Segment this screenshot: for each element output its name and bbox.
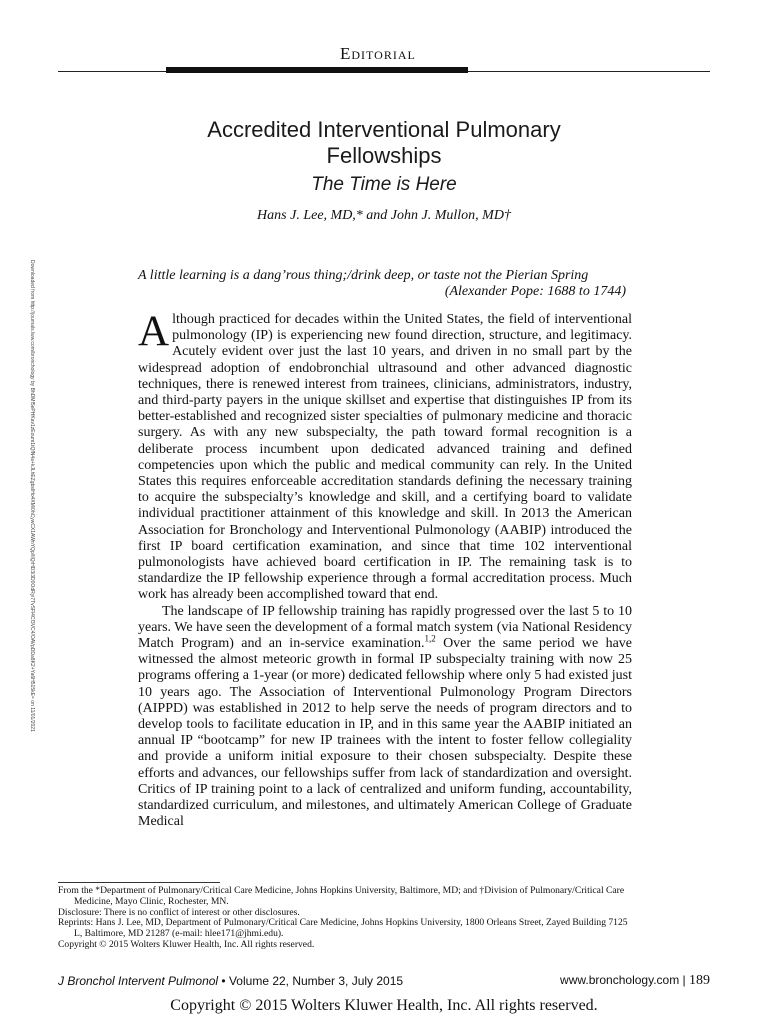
footnotes [58, 886, 712, 951]
footer-page [560, 973, 710, 989]
body-paragraph-2-text-b: Over the same period we have witnessed the almost meteoric growth in formal IP subspecialty training with now 25 programs offering a 1-year (or more) dedicated fellowship where only 5 had existed just 10 years ago. The Association of Interventional Pulmonology Program Directors (AIPPD) was established in 2012 to help serve the needs of program directors and to develop tools to facilitate education in IP, and in this same year the AABIP initiated an annual IP “bootcamp” for new IP trainees with the intent to foster fellow collegiality and provide a uniform initial exposure to their chosen subspecialty. Despite these efforts and advances, our fellowships suffer from lack of standardization and oversight. Critics of IP training point to a lack of centralized and uniform funding, accountability, standardized curriculum, and milestones, and ultimately American College of Graduate Medical [138, 636, 632, 830]
download-watermark [25, 260, 39, 740]
page-number: 189 [689, 973, 710, 988]
header-rule-thick [166, 67, 468, 73]
epigraph-quote: A little learning is a dang’rous thing;/drink deep, or taste not the Pierian Spring [138, 268, 589, 283]
copyright-banner: Copyright © 2015 Wolters Kluwer Health, Inc. All rights reserved. [170, 997, 598, 1014]
drop-cap: A [138, 308, 170, 355]
article-subtitle: The Time is Here [311, 174, 457, 195]
footnote-rule [58, 882, 220, 883]
body-paragraph-2 [138, 604, 632, 831]
article-title-line1: Accredited Interventional Pulmonary [207, 117, 561, 142]
footnote-disclosure: Disclosure: There is no conflict of interest or other disclosures. [58, 906, 300, 918]
footnote-affiliation-cont: Medicine, Mayo Clinic, Rochester, MN. [74, 895, 229, 907]
footnote-reprints-cont: L, Baltimore, MD 21287 (e-mail: hlee171@jhmi.edu). [74, 928, 284, 940]
section-label: Editorial [340, 44, 416, 63]
journal-website-link[interactable]: www.bronchology.com [560, 973, 680, 987]
footnote-affiliation: From the *Department of Pulmonary/Critical Care Medicine, Johns Hopkins University, Baltimore, MD; and †Division of Pulmonary/Critical Care [58, 885, 625, 896]
epigraph-attribution: (Alexander Pope: 1688 to 1744) [444, 284, 626, 299]
footnote-reprints: Reprints: Hans J. Lee, MD, Department of Pulmonary/Critical Care Medicine, Johns Hopkins University, 1800 Orleans Street, Zayed Building 7125 [58, 917, 628, 929]
footer-separator: | [679, 973, 689, 987]
download-watermark-text: Downloaded from http://journals.lww.com/bronchology by BhDMf5ePHKav1zEoum1tQfN4a+kJLhEZgbsIHo4XMi0hCywCX1AWnYQp/IlQrHD3i3D0OdRyi7TvSFl4Cf3VC4/OAVpDDa8K2+Ya6H515kE= on 11/01/2021 [29, 260, 35, 732]
epigraph [138, 268, 630, 300]
journal-name: J Bronchol Intervent Pulmonol [58, 974, 219, 988]
citation-ref[interactable]: 1,2 [424, 633, 436, 644]
body-paragraph-2-text-a: The landscape of IP fellowship training has rapidly progressed over the last 5 to 10 years. We have seen the development of a formal match system (via National Residency Match Program) and an in-service examination. [138, 603, 632, 652]
body-paragraph-1 [138, 308, 632, 604]
body-paragraph-1-text: lthough practiced for decades within the United States, the field of interventional pulmonology (IP) is experiencing new found direction, structure, and legitimacy. Acutely evident over just the last 10 years, and driven in no small part by the widespread adoption of endobronchial ultrasound and other advanced diagnostic techniques, there is renewed interest from trainees, clinicians, administrators, industry, and third-party payers in the unique skillset and expertise that distinguishes IP from its better-established and recognized sister specialties of pulmonary medicine and thoracic surgery. As with any new subspecialty, the path toward formal recognition is a deliberate process incumbent upon dedicated advanced training and defined competencies upon which the public and medical community can rely. In the United States this requires enforceable accreditation standards defining the necessary training to acquire the subspecialty’s knowledge and skill, and a certifying board to validate individual practitioner attainment of this knowledge and skill. In 2013 the American Association for Bronchology and Interventional Pulmonology (AABIP) introduced the first IP board certification examination, and since that time 102 interventional pulmonologists have achieved board certification in IP. The remaining task is to standardize the IP fellowship experience through a formal accreditation process. Much work has already been accomplished toward that end. [138, 312, 632, 603]
journal-issue: • Volume 22, Number 3, July 2015 [218, 974, 404, 988]
article-title [0, 117, 768, 169]
article-authors: Hans J. Lee, MD,* and John J. Mullon, MD† [257, 208, 511, 223]
article-body [138, 308, 632, 831]
footnote-copyright: Copyright © 2015 Wolters Kluwer Health, Inc. All rights reserved. [58, 938, 315, 950]
article-title-line2: Fellowships [326, 143, 442, 168]
footer-citation [58, 974, 403, 988]
